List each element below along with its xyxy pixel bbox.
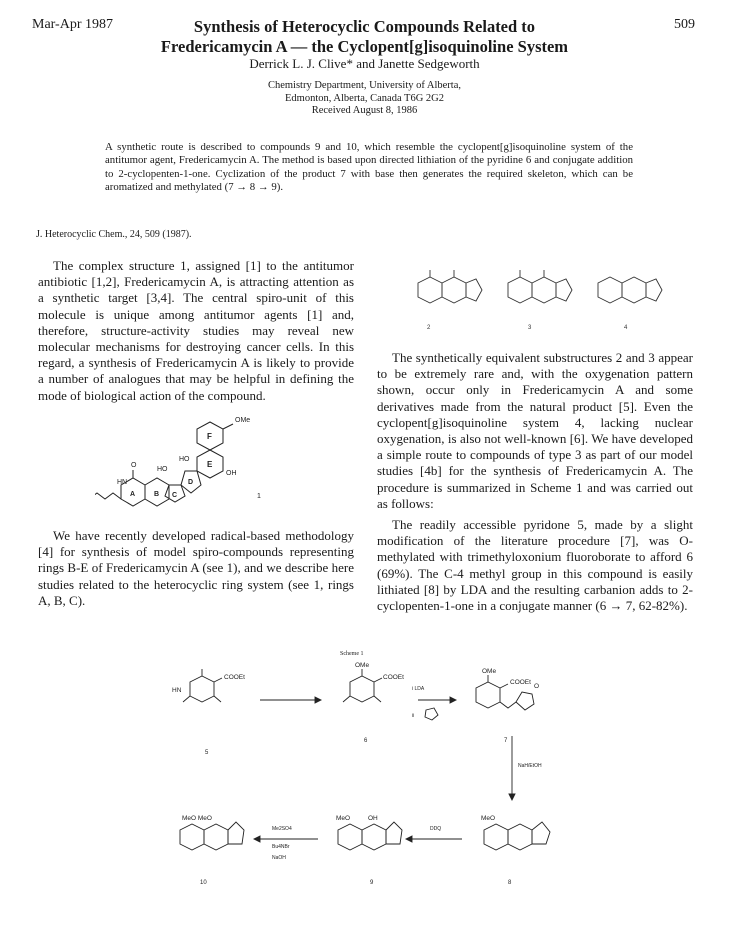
label-c9-meo: MeO xyxy=(336,815,351,822)
label-c9-oh: OH xyxy=(368,815,378,822)
compound-number-4: 4 xyxy=(624,325,628,331)
abstract: A synthetic route is described to compounds 9 and 10, which resemble the cyclopent[g]isoquinoline system of the antitumor agent, Fredericamycin A. The method is based upon directed lithiation of the pyridine 6 and conjugate addition to 2-cyclopenten-1-one. Cyclization of the product 7 with base then generates the required skeleton, which can be aromatized and methylated (7 → 8 → 9). xyxy=(105,141,633,194)
authors: Derrick L. J. Clive* and Janette Sedgeworth xyxy=(249,56,480,71)
structures-2-3-4 xyxy=(400,265,690,335)
compound-5-ring xyxy=(190,676,214,702)
reagent-ddq: DDQ xyxy=(430,826,442,832)
ring-label-a: A xyxy=(130,491,136,498)
compound-number-2: 2 xyxy=(427,325,431,331)
structure-1-diagram xyxy=(95,410,285,510)
label-c5-cooet: COOEt xyxy=(224,674,245,681)
affiliation-line-1: Chemistry Department, University of Alberta, xyxy=(267,80,462,91)
label-hn: HN xyxy=(117,479,128,486)
scheme-label: Scheme 1 xyxy=(340,651,364,657)
reagent-naoh: NaOH xyxy=(272,855,286,861)
ring-label-e: E xyxy=(207,460,213,469)
label-c7-o: O xyxy=(534,683,540,690)
paragraph-procedure: The readily accessible pyridone 5, made by a slight modification of the literature procedure [7], was O-methylated with trimethyloxonium fluoroborate to afford 6 (69%). The C-4 methyl group in this compound is easily lithiated [8] by LDA and the resulting carbanion adds to 2-cyclopenten-1-one in a conjugate manner (6 → 7, 62-82%). xyxy=(377,517,693,614)
paragraph-substructures: The synthetically equivalent substructures 2 and 3 appear to be extremely rare and, with the oxygenation pattern shown, occur only in Fredericamycin A and some derivatives made from the natural product [5]. Even the cyclopent[g]isoquinoline system 4, lacking nuclear oxygenation, is also not well-known [6]. We have developed a simple route to compounds of type 3 as part of our model studies [4b] for the synthesis of Fredericamycin A. The procedure is summarized in Scheme 1 and was carried out as follows: xyxy=(377,350,693,511)
label-c8-meo: MeO xyxy=(481,815,496,822)
label-c7-cooet: COOEt xyxy=(510,679,531,686)
ring-label-b: B xyxy=(154,491,160,498)
reagent-me2so4: Me2SO4 xyxy=(272,826,292,832)
title-line-1: Synthesis of Heterocyclic Compounds Related to xyxy=(193,17,536,36)
label-c6-ome: OMe xyxy=(355,662,370,669)
left-column-bottom xyxy=(38,528,354,609)
label-c5-hn: HN xyxy=(172,687,182,694)
paragraph-methodology: We have recently developed radical-based methodology [4] for synthesis of model spiro-compounds representing rings B-E of Fredericamycin A (see 1), and we describe here studies related to the heterocyclic ring system (see 1, rings A, B, C). xyxy=(38,528,354,608)
label-ho-2: HO xyxy=(157,466,168,473)
received-date: Received August 8, 1986 xyxy=(311,105,418,116)
ring-label-c: C xyxy=(172,492,178,499)
compound-number-1: 1 xyxy=(257,493,261,500)
title-line-2: Fredericamycin A — the Cyclopent[g]isoquinoline System xyxy=(160,37,569,56)
compound-number-6: 6 xyxy=(364,738,368,744)
right-column xyxy=(377,350,693,619)
compound-number-3: 3 xyxy=(528,325,532,331)
compound-number-7: 7 xyxy=(504,738,508,744)
step-lda: i LDA xyxy=(412,686,425,692)
page-number: 509 xyxy=(674,17,695,32)
step-ii: ii xyxy=(412,713,415,719)
compound-number-5: 5 xyxy=(205,750,209,756)
label-o: O xyxy=(131,462,137,469)
affiliation-line-2: Edmonton, Alberta, Canada T6G 2G2 xyxy=(284,92,445,104)
label-oh: OH xyxy=(226,470,237,477)
label-ho-1: HO xyxy=(179,456,190,463)
ring-label-f: F xyxy=(207,432,212,441)
label-c6-cooet: COOEt xyxy=(383,674,404,681)
label-ome: OMe xyxy=(235,417,251,424)
label-c7-ome: OMe xyxy=(482,668,497,675)
reagent-nah-etoh: NaH/EtOH xyxy=(518,763,542,769)
compound-number-10: 10 xyxy=(200,880,207,886)
label-c10-meo: MeO MeO xyxy=(182,815,212,822)
ring-label-d: D xyxy=(188,479,194,486)
compound-number-9: 9 xyxy=(370,880,374,886)
left-column-top xyxy=(38,258,354,404)
paragraph-intro: The complex structure 1, assigned [1] to the antitumor antibiotic [1,2], Fredericamycin A, is attracting attention as a synthetic target [3,4]. The central spiro-unit of this molecule is unique among antitumor agents [1] and, therefore, structure-activity studies may reveal new molecular mechanisms for destroying cancer cells. In this regard, a synthesis of Fredericamycin A is likely to provide a number of analogues that may be helpful in defining the mode of biological action of the compound. xyxy=(38,258,354,403)
compound-number-8: 8 xyxy=(508,880,512,886)
running-header-date: Mar-Apr 1987 xyxy=(32,17,113,32)
journal-reference: J. Heterocyclic Chem., 24, 509 (1987). xyxy=(36,229,192,240)
scheme-1 xyxy=(150,662,570,897)
affiliation xyxy=(0,80,729,118)
reagent-bu4nbr: Bu4NBr xyxy=(272,844,290,850)
